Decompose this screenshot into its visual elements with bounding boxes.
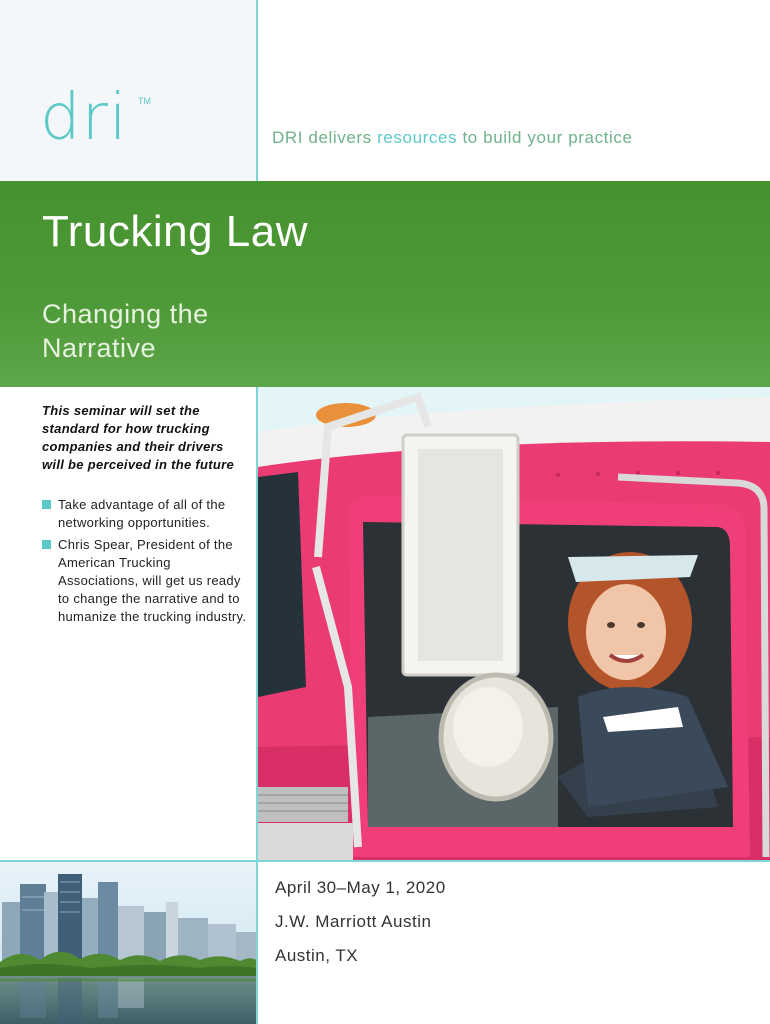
header-divider (256, 0, 258, 181)
list-item (42, 496, 247, 532)
intro-text: This seminar will set the standard for how trucking companies and their drivers will be perceived in the future (42, 403, 235, 472)
bullet-text: Chris Spear, President of the American Trucking Associations, will get us ready to change the narrative and to humanize the trucking industry. (58, 537, 247, 624)
subtitle-line-1: Changing the (42, 299, 209, 329)
truck-driver-photo (258, 387, 770, 860)
truck-photo-illustration (258, 387, 770, 860)
page-title: Trucking Law (42, 207, 309, 256)
tagline-end: to build your practice (457, 128, 633, 147)
trademark-mark: TM (138, 96, 151, 106)
bullet-text: Take advantage of all of the networking opportunities. (58, 497, 226, 530)
tagline-start: DRI delivers (272, 128, 378, 147)
tagline (272, 128, 633, 148)
austin-skyline-photo (0, 862, 256, 1024)
square-bullet-icon (42, 500, 51, 509)
bullet-list (42, 496, 247, 630)
footer-column-divider (256, 862, 258, 1024)
subtitle-line-2: Narrative (42, 333, 157, 363)
dri-logo: dri (40, 81, 128, 155)
page-subtitle (42, 297, 209, 365)
logo-panel (0, 0, 256, 181)
square-bullet-icon (42, 540, 51, 549)
event-venue: J.W. Marriott Austin (275, 912, 432, 931)
list-item (42, 536, 247, 626)
event-city: Austin, TX (275, 946, 359, 965)
skyline-illustration (0, 862, 256, 1024)
event-dates: April 30–May 1, 2020 (275, 878, 446, 897)
tagline-highlight: resources (377, 128, 458, 147)
